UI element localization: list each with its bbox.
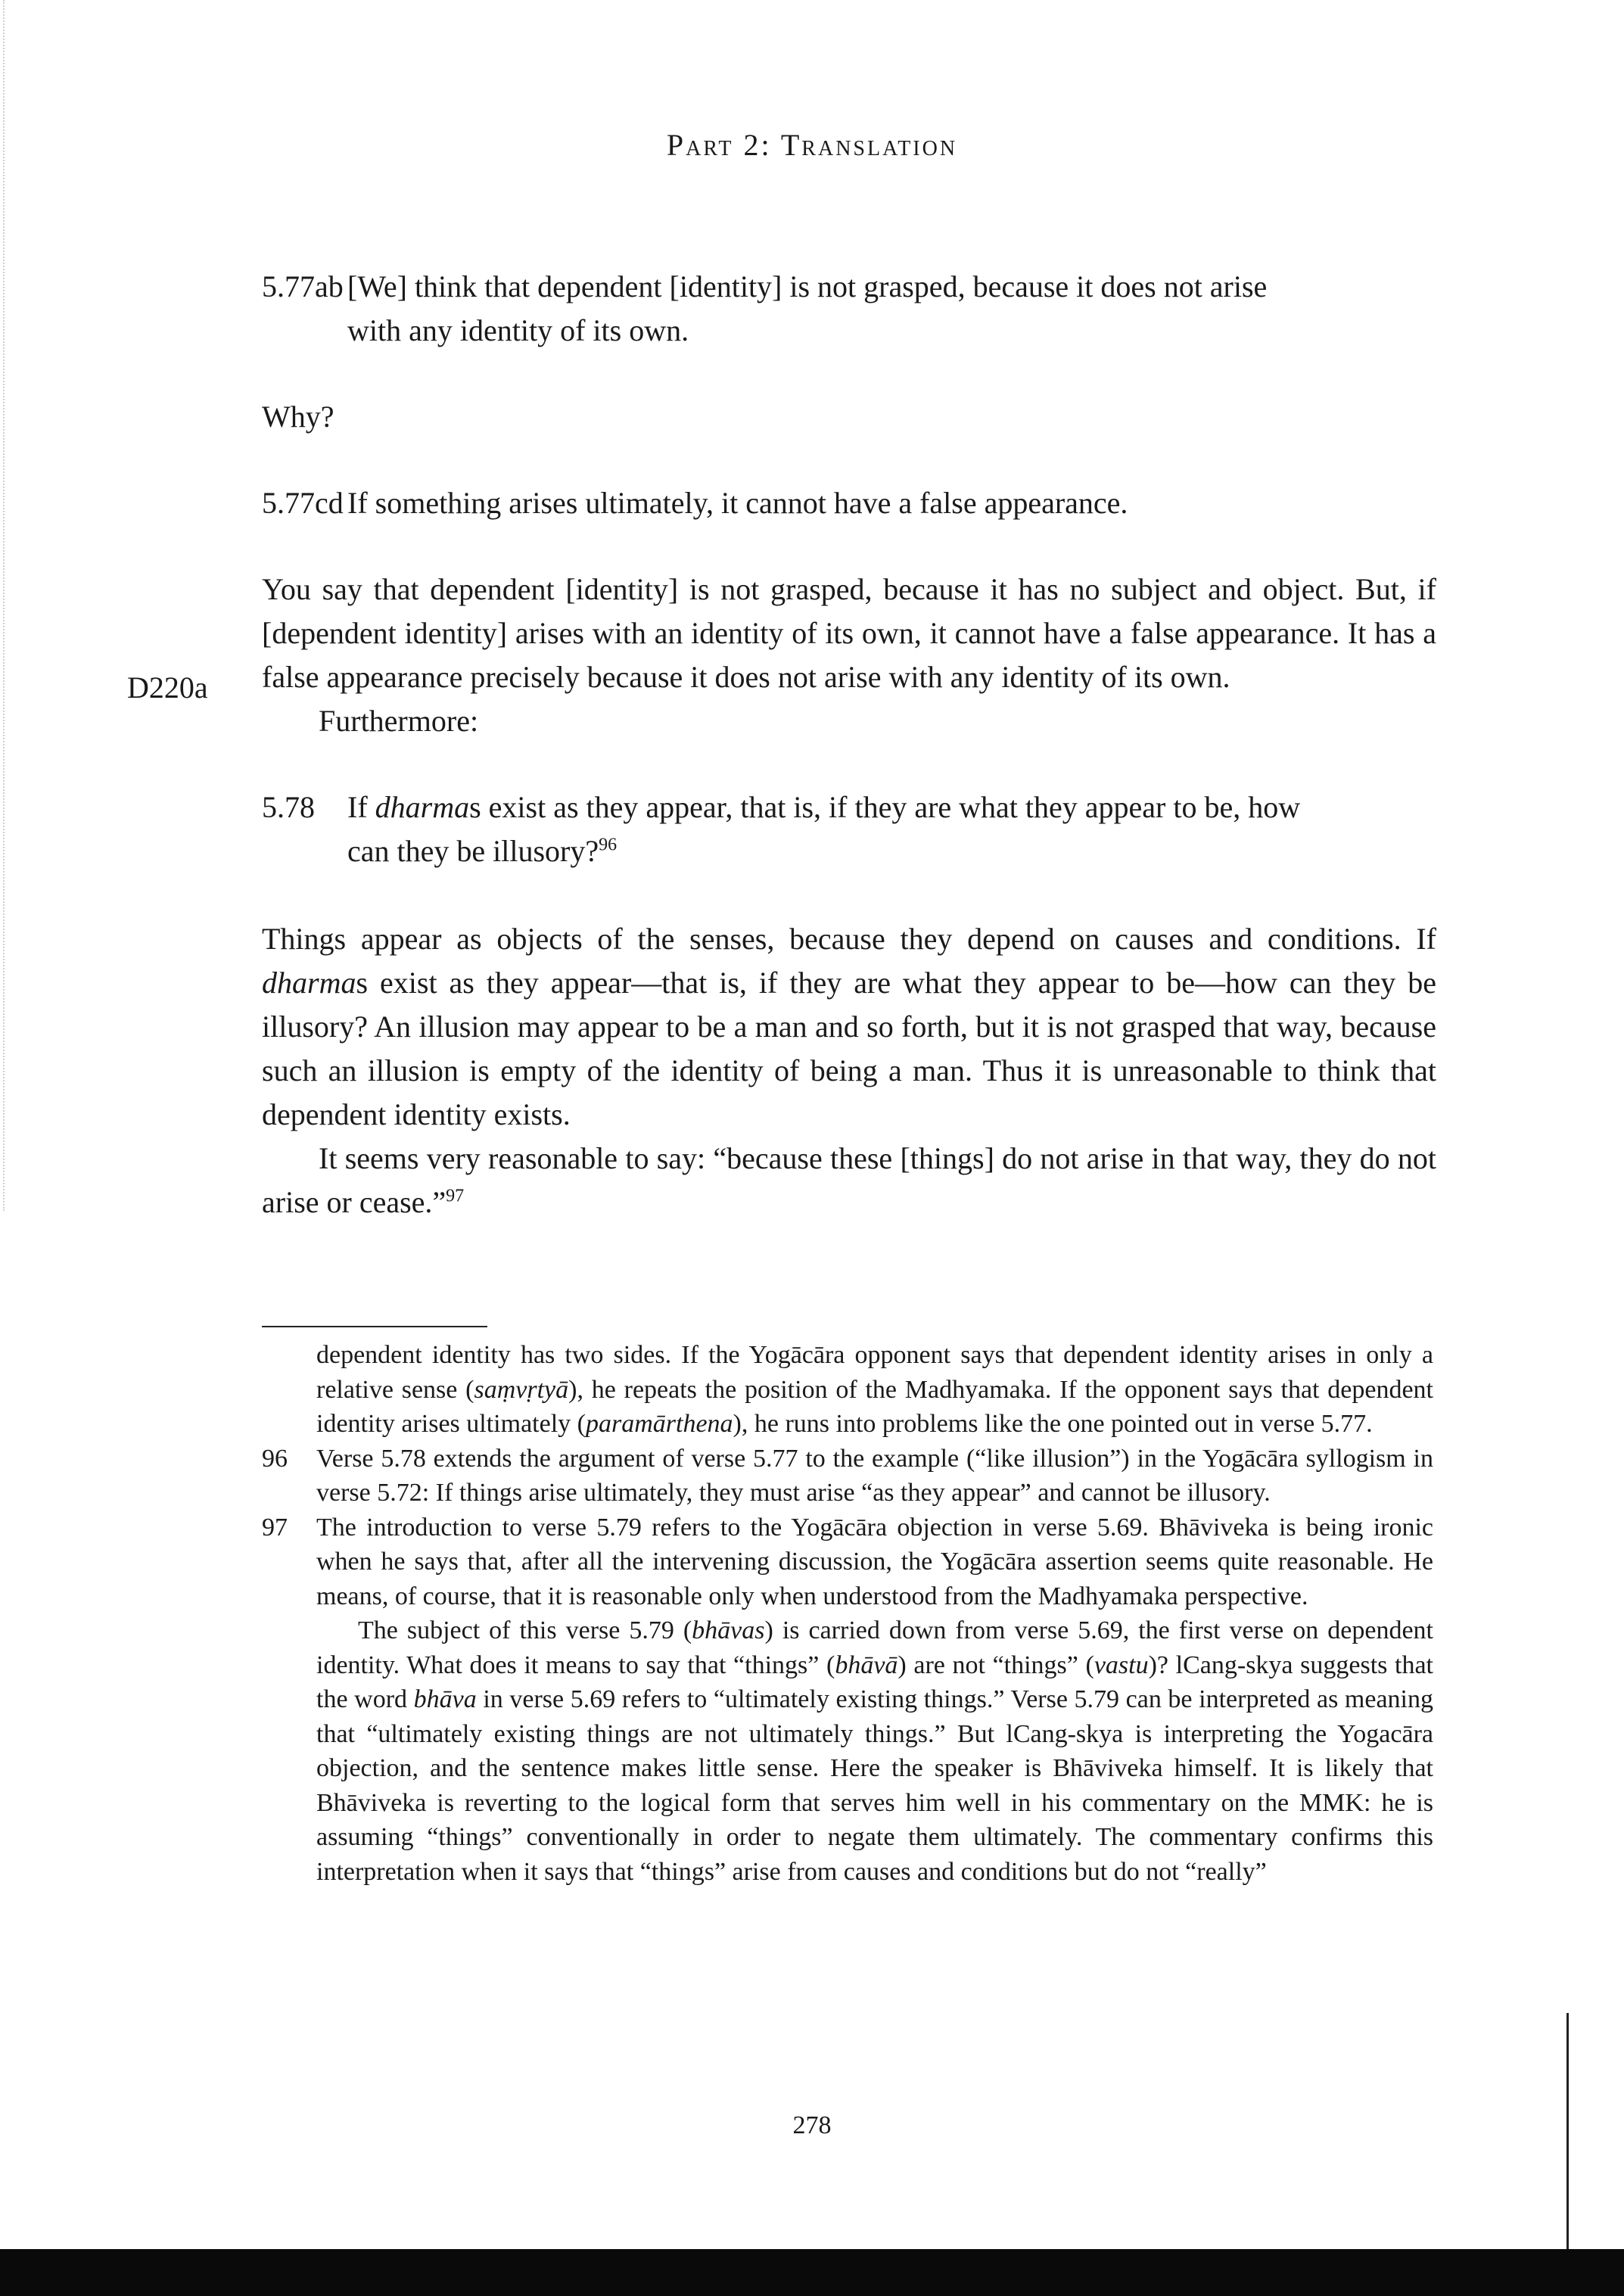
dharma-term: dharma [262, 966, 356, 1000]
main-text [262, 265, 1436, 1224]
verse-number: 5.77cd [262, 486, 344, 520]
page-number: 278 [792, 2111, 832, 2139]
paragraph-3: It seems very reasonable to say: “because these [things] do not arise in that way, they do not arise or cease.”$^{97}$ [262, 1141, 1436, 1219]
footnote-number: 97 [262, 1513, 288, 1542]
verse-5-77cd [262, 481, 1324, 525]
footnotes [262, 1338, 1433, 1889]
furthermore-line: Furthermore: [319, 704, 479, 738]
note-ref-96[interactable]: 96 [599, 835, 618, 855]
footnote-97: 97 The introduction to verse 5.79 refers to the Yogācāra objection in verse 5.69. Bhāviveka is being ironic when he says that, after all the intervening discussion, the Yogācāra assertion seems quite reasonable. He means, of course, that it is reasonable only when understood from the Madhyamaka perspective. [262, 1510, 1433, 1614]
scan-bottom-border [0, 2249, 1624, 2296]
paragraph-1: You say that dependent [identity] is not grasped, because it has no subject and object. But, if [dependent identity] arises with an identity of its own, it cannot have a false appearance. It has a false appearance precisely because it does not arise with any identity of its own. [262, 572, 1436, 694]
verse-5-77ab [262, 265, 1324, 353]
paragraph-2: Things appear as objects of the senses, because they depend on causes and conditions. If dharmas exist as they appear—that is, if they are what they appear to be—how can they be illusory? An illusion may appear to be a man and so forth, but it is not grasped that way, because such an illusion is empty of the identity of being a man. Thus it is unreasonable to think that dependent identity exists. [262, 922, 1436, 1131]
verse-number: 5.78 [262, 790, 315, 824]
note-ref-97[interactable]: 97 [446, 1186, 465, 1206]
dharma-term: dharma [375, 790, 470, 824]
margin-reference: D220a [127, 670, 208, 705]
running-head: Part 2: Translation [666, 128, 958, 162]
verse-number: 5.77ab [262, 269, 344, 303]
why-line: Why? [262, 400, 334, 434]
footnote-rule [262, 1326, 487, 1327]
footnote-number: 96 [262, 1444, 288, 1473]
page-edge-left [3, 0, 6, 1211]
footnote-continued: dependent identity has two sides. If the Yogācāra opponent says that dependent identity arises in only a relative sense (saṃvṛtyā), he repeats the position of the Madhyamaka. If the opponent says that dependent identity arises ultimately (paramārthena), he runs into problems like the one pointed out in verse 5.77. [316, 1341, 1434, 1438]
footnote-97-continued: The subject of this verse 5.79 (bhāvas) is carried down from verse 5.69, the first verse on dependent identity. What does it means to say that “things” (bhāvā) are not “things” (vastu)? lCang-skya suggests that the word bhāva in verse 5.69 refers to “ultimately existing things.” Verse 5.79 can be interpreted as meaning that “ultimately existing things are not ultimately things.” But lCang-skya is interpreting the Yogacāra objection, and the sentence makes little sense. Here the speaker is Bhāviveka himself. It is likely that Bhāviveka is reverting to the logical form that serves him well in his commentary on the MMK: he is assuming “things” conventionally in order to negate them ultimately. The commentary confirms this interpretation when it says that “things” arise from causes and conditions but do not “really” [316, 1616, 1433, 1886]
scan-edge-line [1566, 2013, 1569, 2249]
footnote-96: 96 Verse 5.78 extends the argument of verse 5.77 to the example (“like illusion”) in the Yogācāra syllogism in verse 5.72: If things arise ultimately, they must arise “as they appear” and cannot be illusory. [262, 1442, 1433, 1510]
verse-text: If something arises ultimately, it cannot have a false appearance. [347, 486, 1128, 520]
verse-text: [We] think that dependent [identity] is not grasped, because it does not arise with any identity of its own. [347, 269, 1268, 347]
verse-5-78: 5.78 If dharmas exist as they appear, that is, if they are what they appear to be, how can they be illusory?$^{96}$ [262, 786, 1324, 873]
